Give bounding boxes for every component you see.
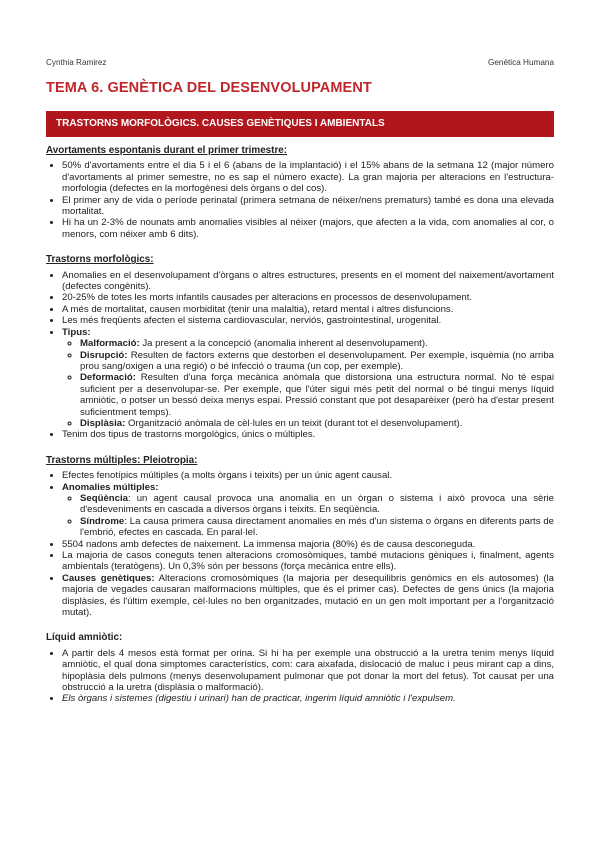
document-content (46, 142, 554, 719)
sub-list-item (80, 493, 554, 516)
page-title: TEMA 6. GENÈTICA DEL DESENVOLUPAMENT (46, 80, 372, 96)
list-item (62, 327, 554, 430)
sub-list-item (80, 338, 554, 349)
term: Disrupció: (80, 349, 128, 361)
list-item: • Les més freqüents afecten el sistema cardiovascular, nerviós, gastrointestinal, urogenital. (62, 315, 554, 326)
list-item-label: Tipus: (62, 326, 91, 338)
list-item: • 50% d'avortaments entre el dia 5 i el 6 (abans de la implantació) i el 15% abans de la setmana 12 (major número d'avortaments al primer semestre, no es sap el número exacte). La gran majoria per alteracions en l'estructura-morfologia (defectes en la morfogènesi dels òrgans o del cos). (62, 160, 554, 194)
sub-list-item (80, 350, 554, 373)
list-item (62, 482, 554, 539)
list-item: • Els òrgans i sistemes (digestiu i urinari) han de practicar, ingerim líquid amniòtic i l'expulsem. (62, 693, 554, 704)
bullet-list (46, 160, 554, 240)
list-item: • A més de mortalitat, causen morbiditat (tenir una malaltia), retard mental i altres disfuncions. (62, 304, 554, 315)
bullet-list (46, 270, 554, 441)
section-heading: Trastorns múltiples: Pleiotropia: (46, 454, 198, 466)
list-item: • Efectes fenotípics múltiples (a molts òrgans i teixits) per un únic agent causal. (62, 470, 554, 481)
list-item-label: Anomalies múltiples: (62, 481, 159, 493)
list-item (62, 573, 554, 619)
list-item: • La majoria de casos coneguts tenen alteracions cromosòmiques, també mutacions gèniques i, finalment, agents ambientals (teratògens). Un 0,3% són per bessons (força mecànica entre ells). (62, 550, 554, 573)
sub-list-item (80, 418, 554, 429)
term: Causes genètiques: (62, 572, 155, 584)
definition: Resulten de factors externs que destorben el desenvolupament. Per exemple, isquèmia (no arriba prou sang/oxigen a una regió) o bé infecció o trauma (un cop, per exemple). (80, 349, 554, 372)
sub-list-item (80, 516, 554, 539)
sub-list-item (80, 372, 554, 418)
section-liquid-amniotic (46, 632, 554, 704)
page-header (46, 58, 554, 70)
definition: Organització anòmala de cèl·lules en un teixit (durant tot el desenvolupament). (125, 417, 463, 429)
term: Seqüència (80, 492, 128, 504)
list-item: • 20-25% de totes les morts infantils causades per alteracions en processos de desenvolupament. (62, 292, 554, 303)
term: Deformació: (80, 372, 136, 384)
sub-list (62, 338, 554, 429)
section-heading: Trastorns morfològics: (46, 254, 154, 266)
list-item: • A partir dels 4 mesos està format per orina. Si hi ha per exemple una obstrucció a la uretra tenim menys líquid amniòtic, el qual dona simptomes característics, com: cara aixafada, dislocació de maluc i peus mirant cap a dins, hipoplàsia dels pulmons (menys desenvolupament pulmonar que pot donar la mort del fetus). Tot causat per una obstrucció a la uretra (displàsia o malformació). (62, 648, 554, 694)
term: Síndrome (80, 515, 125, 527)
term: Displàsia: (80, 417, 126, 429)
definition: Alteracions cromosòmiques (la majoria per desequilibris genòmics en els autosomes) (la majoria de vegades causaran malformacions múltiples, que és el primer cas). Defectes de gens únics (la majoria displàsies, és l'últim exemple, cèl·lules no ben organitzades, mutació en un gen molt important per a l'organització mutat). (62, 572, 554, 619)
definition: : un agent causal provoca una anomalia en un òrgan o sistema i això provoca una sèrie d'esdeveniments en cascada a diversos òrgans i teixits. En seqüència. (80, 492, 554, 516)
bullet-list (46, 648, 554, 705)
section-heading: Avortaments espontanis durant el primer trimestre: (46, 145, 288, 156)
list-item: • El primer any de vida o període perinatal (primera setmana de néixer/nens prematurs) també es dona una elevada mortalitat. (62, 195, 554, 218)
section-banner: TRASTORNS MORFOLÒGICS. CAUSES GENÈTIQUES I AMBIENTALS (46, 111, 554, 137)
list-item: • Hi ha un 2-3% de nounats amb anomalies visibles al néixer (majors, que afecten a la vida, com anomalies al cor, o menors, com néixer amb 6 dits). (62, 217, 554, 240)
bullet-list (46, 470, 554, 618)
section-heading: Líquid amniòtic: (46, 632, 123, 644)
term: Malformació: (80, 338, 140, 350)
subject-name: Genètica Humana (488, 58, 554, 67)
list-item: • Anomalies en el desenvolupament d'òrgans o altres estructures, presents en el moment del naixement/avortament (defectes congènits). (62, 270, 554, 293)
sub-list (62, 493, 554, 539)
author-name: Cynthia Ramirez (46, 58, 107, 67)
section-trastorns-multiples (46, 455, 554, 619)
list-item: • 5504 nadons amb defectes de naixement. La immensa majoria (80%) és de causa desconeguda. (62, 539, 554, 550)
definition: : La causa primera causa directament anomalies en més d'un sistema o òrgans en diferents parts de l'embrió, efectes en cascada. En paral·lel. (80, 515, 554, 539)
definition: Resulten d'una força mecànica anòmala que distorsiona una estructura normal. No té espai suficient per a desenvolupar-se. Per exemple, que l'úter sigui més petit del normal o bé tingui menys líquid amniòtic, o potser un bessó deixa menys espai. Pressió constant que pot desaparèixer (però ha d'estar present suficientment temps). (80, 372, 554, 418)
section-trastorns-morfologics (46, 254, 554, 441)
definition: Ja present a la concepció (anomalia inherent al desenvolupament). (139, 338, 428, 350)
list-item: • Tenim dos tipus de trastorns morgològics, únics o múltiples. (62, 429, 554, 440)
section-avortaments (46, 145, 554, 240)
